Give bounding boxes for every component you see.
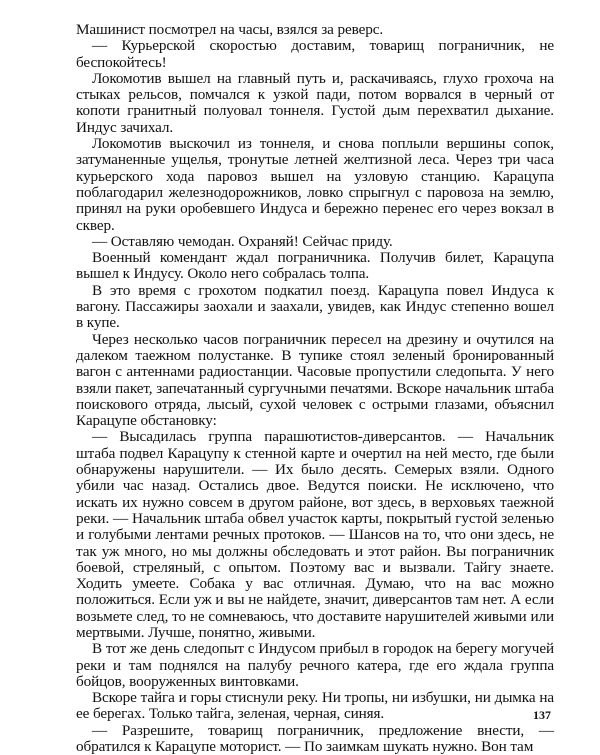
- paragraph: Вскоре тайга и горы стиснули реку. Ни тропы, ни избушки, ни дымка на ее берегах. Только тайга, зеленая, черная, синяя.: [76, 689, 554, 723]
- body-text: [76, 22, 554, 755]
- page-number: 137: [533, 708, 551, 722]
- paragraph: Локомотив выскочил из тоннеля, и снова поплыли вершины сопок, затуманенные ущелья, тронутые летней желтизной леса. Через три часа курьерского хода паровоз вышел на узловую станцию. Карацупа поблагодарил железнодорожников, ловко спрыгнул с паровоза на землю, принял на руки оробевшего Индуса и бережно перенес его через вокзал в сквер.: [76, 135, 554, 234]
- paragraph: Локомотив вышел на главный путь и, раскачиваясь, глухо грохоча на стыках рельсов, помчался к узкой пади, потом ворвался в черный от копоти гранитный полуовал тоннеля. Густой дым перехватил дыхание. Индус зачихал.: [76, 69, 554, 136]
- paragraph: — Высадилась группа парашютистов-диверсантов. — Начальник штаба подвел Карацупу к стенной карте и очертил на ней место, где были обнаружены нарушители. — Их было десять. Семерых взяли. Одного убили час назад. Остались двое. Ведутся поиски. Не исключено, что искать их нужно совсем в другом районе, вот здесь, в верховьях таежной реки. — Начальник штаба обвел участок карты, покрытый густой зеленью и голубыми лентами речных протоков. — Шансов на то, что они здесь, не так уж много, но мы должны обследовать и этот район. Вы пограничник боевой, стреляный, с опытом. Поэтому вас и вызвали. Тайгу знаете. Ходить умеете. Собака у вас отличная. Думаю, что на вас можно положиться. Если уж и вы не найдете, значит, диверсантов там нет. А если возьмете след, то не сомневаюсь, что доставите нарушителей живыми или мертвыми. Лучше, понятно, живыми.: [76, 428, 554, 641]
- paragraph: Через несколько часов пограничник пересел на дрезину и очутился на далеком таежном полустанке. В тупике стоял зеленый бронированный вагон с антеннами радиостанции. Часовые пропустили следопыта. У него взяли пакет, запечатанный сургучными печатями. Вскоре начальник штаба поискового отряда, лысый, сухой человек с острыми глазами, объяснил Карацупе обстановку:: [76, 330, 554, 430]
- paragraph: Машинист посмотрел на часы, взялся за реверс.: [76, 21, 384, 38]
- paragraph: Военный комендант ждал пограничника. Получив билет, Карацупа вышел к Индусу. Около него собралась толпа.: [76, 249, 554, 283]
- paragraph: — Оставляю чемодан. Охраняй! Сейчас приду.: [92, 232, 393, 250]
- paragraph: В тот же день следопыт с Индусом прибыл в городок на берегу могучей реки и там поднялся на палубу речного катера, где его ждала группа бойцов, вооруженных винтовками.: [76, 640, 554, 690]
- paragraph: — Разрешите, товарищ пограничник, предложение внести, — обратился к Карацупе моторист. — По заимкам шукать нужно. Вон там: [76, 721, 554, 755]
- paragraph: — Курьерской скоростью доставим, товарищ пограничник, не беспокойтесь!: [76, 37, 554, 71]
- paragraph: В это время с грохотом подкатил поезд. Карацупа повел Индуса к вагону. Пассажиры заохали и заахали, увидев, как Индус степенно вошел в купе.: [76, 281, 554, 332]
